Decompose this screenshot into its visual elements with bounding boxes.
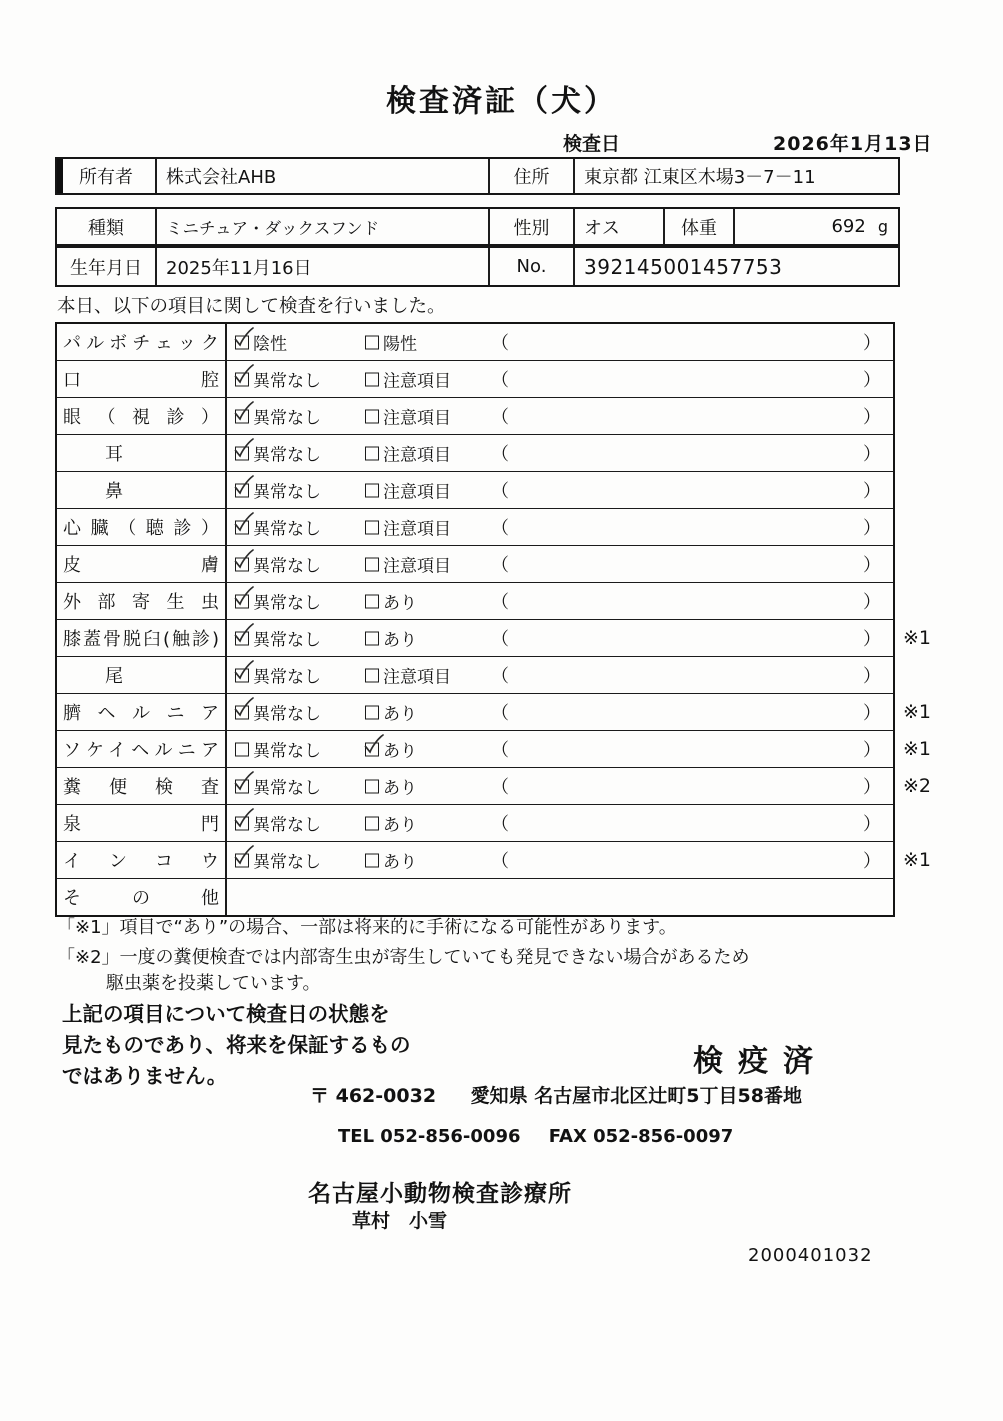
option-2-label: 注意項目 bbox=[383, 445, 451, 466]
item-label: その他 bbox=[63, 888, 219, 909]
inspection-row bbox=[57, 324, 893, 361]
option-1 bbox=[235, 848, 321, 873]
checkbox-icon bbox=[365, 409, 379, 423]
item-label-cell bbox=[57, 361, 227, 397]
item-options bbox=[227, 731, 893, 767]
inspection-row bbox=[57, 805, 893, 842]
option-1 bbox=[235, 441, 321, 466]
footnote-2-continued: 駆虫薬を投薬しています。 bbox=[106, 973, 321, 994]
paren-open: （ bbox=[491, 777, 509, 798]
checkbox-icon bbox=[235, 483, 249, 497]
option-2 bbox=[365, 478, 451, 503]
option-2 bbox=[365, 552, 451, 577]
item-label-cell bbox=[57, 398, 227, 434]
paren-close: ） bbox=[863, 370, 881, 391]
item-options bbox=[227, 472, 893, 508]
option-1-label: 異常なし bbox=[253, 778, 321, 799]
disclaimer bbox=[62, 999, 411, 1092]
checkbox-icon bbox=[365, 668, 379, 682]
inspection-row bbox=[57, 398, 893, 435]
item-label: 膝蓋骨脱臼(触診) bbox=[63, 629, 219, 650]
option-1 bbox=[235, 589, 321, 614]
checkbox-1-wrap bbox=[235, 631, 249, 645]
item-label: 鼻 bbox=[105, 481, 123, 502]
item-label-cell bbox=[57, 546, 227, 582]
checkbox-icon bbox=[365, 446, 379, 460]
checkbox-icon bbox=[235, 335, 249, 349]
checkbox-icon bbox=[365, 483, 379, 497]
paren-open: （ bbox=[491, 814, 509, 835]
paren-close: ） bbox=[863, 333, 881, 354]
paren-close: ） bbox=[863, 592, 881, 613]
option-2-label: 注意項目 bbox=[383, 482, 451, 503]
checkbox-2-wrap bbox=[365, 594, 379, 608]
item-options bbox=[227, 879, 893, 915]
quarantine-stamp: 検疫済 bbox=[693, 1044, 828, 1079]
checkbox-1-wrap bbox=[235, 520, 249, 534]
item-options bbox=[227, 398, 893, 434]
inspection-row bbox=[57, 842, 932, 879]
option-2-label: あり bbox=[383, 815, 417, 836]
option-1 bbox=[235, 700, 321, 725]
checkbox-1-wrap bbox=[235, 853, 249, 867]
option-1-label: 異常なし bbox=[253, 630, 321, 651]
paren-open: （ bbox=[491, 629, 509, 650]
paren-open: （ bbox=[491, 703, 509, 724]
checkbox-icon bbox=[365, 335, 379, 349]
checkbox-1-wrap bbox=[235, 372, 249, 386]
option-2-label: 注意項目 bbox=[383, 408, 451, 429]
item-label-cell bbox=[57, 583, 227, 619]
checkbox-icon bbox=[365, 705, 379, 719]
item-label: 口腔 bbox=[63, 370, 219, 391]
paren-close: ） bbox=[863, 851, 881, 872]
row-note: ※2 bbox=[903, 775, 932, 797]
option-2-label: あり bbox=[383, 852, 417, 873]
option-1 bbox=[235, 367, 321, 392]
checkbox-icon bbox=[235, 557, 249, 571]
birth-value: 2025年11月16日 bbox=[157, 248, 490, 285]
checkbox-2-wrap bbox=[365, 520, 379, 534]
paren-close: ） bbox=[863, 444, 881, 465]
clinic-phone-row bbox=[338, 1126, 733, 1147]
item-options bbox=[227, 842, 893, 878]
weight-label: 体重 bbox=[665, 209, 735, 244]
paren-open: （ bbox=[491, 481, 509, 502]
checkbox-1-wrap bbox=[235, 668, 249, 682]
clinic-staff-name: 草村 小雪 bbox=[352, 1210, 448, 1232]
item-label: 心臓（聴診） bbox=[63, 518, 219, 539]
option-2 bbox=[365, 441, 451, 466]
checkbox-icon bbox=[365, 853, 379, 867]
option-1-label: 異常なし bbox=[253, 593, 321, 614]
option-1-label: 異常なし bbox=[253, 556, 321, 577]
checkbox-icon bbox=[235, 853, 249, 867]
option-1 bbox=[235, 737, 321, 762]
item-label: 糞便検査 bbox=[63, 777, 219, 798]
paren-open: （ bbox=[491, 333, 509, 354]
paren-open: （ bbox=[491, 407, 509, 428]
option-2-label: 注意項目 bbox=[383, 371, 451, 392]
option-2 bbox=[365, 589, 417, 614]
paren-open: （ bbox=[491, 518, 509, 539]
checkbox-2-wrap bbox=[365, 446, 379, 460]
checkbox-2-wrap bbox=[365, 409, 379, 423]
checkbox-2-wrap bbox=[365, 483, 379, 497]
inspection-table bbox=[55, 322, 932, 917]
disclaimer-line-1: 上記の項目について検査日の状態を bbox=[62, 1002, 390, 1026]
option-2 bbox=[365, 330, 417, 355]
sex-value: オス bbox=[575, 209, 665, 244]
item-label-cell bbox=[57, 472, 227, 508]
paren-open: （ bbox=[491, 555, 509, 576]
item-label-cell bbox=[57, 768, 227, 804]
row-note: ※1 bbox=[903, 701, 932, 723]
paren-close: ） bbox=[863, 814, 881, 835]
option-1 bbox=[235, 478, 321, 503]
item-label: 臍ヘルニア bbox=[63, 703, 219, 724]
paren-close: ） bbox=[863, 518, 881, 539]
option-1-label: 異常なし bbox=[253, 482, 321, 503]
option-1-label: 異常なし bbox=[253, 667, 321, 688]
inspection-row bbox=[57, 583, 893, 620]
owner-label: 所有者 bbox=[57, 159, 157, 193]
inspection-date-value: 2026年1月13日 bbox=[773, 133, 933, 155]
option-1 bbox=[235, 811, 321, 836]
checkbox-2-wrap bbox=[365, 816, 379, 830]
option-1 bbox=[235, 330, 287, 355]
option-2-label: 注意項目 bbox=[383, 519, 451, 540]
checkbox-1-wrap bbox=[235, 335, 249, 349]
checkbox-icon bbox=[365, 631, 379, 645]
intro-text: 本日、以下の項目に関して検査を行いました。 bbox=[57, 296, 446, 317]
inspection-row bbox=[57, 472, 893, 509]
item-options bbox=[227, 546, 893, 582]
checkbox-icon bbox=[235, 409, 249, 423]
item-options bbox=[227, 361, 893, 397]
pet-table-row2 bbox=[55, 246, 900, 287]
paren-close: ） bbox=[863, 666, 881, 687]
page-title: 検査済証（犬） bbox=[386, 84, 617, 119]
option-2 bbox=[365, 848, 417, 873]
inspection-row bbox=[57, 768, 932, 805]
option-2-label: 注意項目 bbox=[383, 556, 451, 577]
inspection-row bbox=[57, 620, 932, 657]
checkbox-1-wrap bbox=[235, 742, 249, 756]
item-options bbox=[227, 657, 893, 693]
owner-table bbox=[55, 157, 900, 195]
paren-close: ） bbox=[863, 555, 881, 576]
option-1 bbox=[235, 404, 321, 429]
inspection-row bbox=[57, 361, 893, 398]
item-options bbox=[227, 620, 893, 656]
inspection-date-label: 検査日 bbox=[563, 133, 621, 155]
option-2 bbox=[365, 811, 417, 836]
item-label-cell bbox=[57, 805, 227, 841]
inspection-row bbox=[57, 546, 893, 583]
inspection-row bbox=[57, 509, 893, 546]
checkbox-1-wrap bbox=[235, 779, 249, 793]
checkbox-2-wrap bbox=[365, 742, 379, 756]
checkbox-1-wrap bbox=[235, 557, 249, 571]
paren-open: （ bbox=[491, 666, 509, 687]
inspection-row bbox=[57, 435, 893, 472]
address-label: 住所 bbox=[490, 159, 575, 193]
option-1 bbox=[235, 774, 321, 799]
checkbox-1-wrap bbox=[235, 446, 249, 460]
checkbox-icon bbox=[365, 816, 379, 830]
weight-unit: g bbox=[877, 217, 888, 236]
inspection-row bbox=[57, 657, 893, 694]
item-label: 外部寄生虫 bbox=[63, 592, 219, 613]
item-label-cell bbox=[57, 509, 227, 545]
paren-open: （ bbox=[491, 592, 509, 613]
disclaimer-line-3: ではありません。 bbox=[62, 1064, 228, 1088]
row-note: ※1 bbox=[903, 738, 932, 760]
option-2-label: あり bbox=[383, 741, 417, 762]
option-2 bbox=[365, 367, 451, 392]
option-2-label: 注意項目 bbox=[383, 667, 451, 688]
checkbox-2-wrap bbox=[365, 853, 379, 867]
checkbox-1-wrap bbox=[235, 409, 249, 423]
option-2 bbox=[365, 737, 417, 762]
checkbox-icon bbox=[365, 742, 379, 756]
paren-close: ） bbox=[863, 407, 881, 428]
item-label: 皮膚 bbox=[63, 555, 219, 576]
option-1-label: 異常なし bbox=[253, 445, 321, 466]
option-2-label: あり bbox=[383, 593, 417, 614]
option-2 bbox=[365, 626, 417, 651]
option-2-label: あり bbox=[383, 630, 417, 651]
weight-number: 692 bbox=[831, 216, 866, 237]
paren-open: （ bbox=[491, 851, 509, 872]
item-label: 耳 bbox=[105, 444, 123, 465]
paren-open: （ bbox=[491, 740, 509, 761]
checkbox-2-wrap bbox=[365, 668, 379, 682]
document-number: 2000401032 bbox=[748, 1245, 873, 1266]
clinic-name: 名古屋小動物検査診療所 bbox=[308, 1181, 572, 1207]
option-1 bbox=[235, 663, 321, 688]
clinic-address-row bbox=[310, 1081, 802, 1108]
checkbox-1-wrap bbox=[235, 705, 249, 719]
item-label-cell bbox=[57, 879, 227, 915]
checkbox-2-wrap bbox=[365, 779, 379, 793]
clinic-address: 愛知県 名古屋市北区辻町5丁目58番地 bbox=[470, 1085, 802, 1107]
checkbox-icon bbox=[235, 705, 249, 719]
paren-open: （ bbox=[491, 444, 509, 465]
item-label: ソケイヘルニア bbox=[63, 740, 219, 761]
checkbox-icon bbox=[365, 594, 379, 608]
option-1-label: 陰性 bbox=[253, 334, 287, 355]
row-note: ※1 bbox=[903, 849, 932, 871]
checkbox-icon bbox=[235, 742, 249, 756]
inspection-row bbox=[57, 879, 893, 915]
checkbox-2-wrap bbox=[365, 631, 379, 645]
option-1 bbox=[235, 552, 321, 577]
paren-open: （ bbox=[491, 370, 509, 391]
checkbox-icon bbox=[235, 594, 249, 608]
item-options bbox=[227, 805, 893, 841]
sex-label: 性別 bbox=[490, 209, 575, 244]
paren-close: ） bbox=[863, 740, 881, 761]
checkbox-1-wrap bbox=[235, 483, 249, 497]
no-value: 392145001457753 bbox=[584, 254, 783, 279]
item-label-cell bbox=[57, 620, 227, 656]
breed-value: ミニチュア・ダックスフンド bbox=[157, 209, 490, 244]
checkbox-2-wrap bbox=[365, 335, 379, 349]
footnote-2: 「※2」一度の糞便検査では内部寄生虫が寄生していても発見できない場合があるため bbox=[57, 947, 750, 968]
option-1-label: 異常なし bbox=[253, 408, 321, 429]
disclaimer-line-2: 見たものであり、将来を保証するもの bbox=[62, 1033, 411, 1057]
option-2 bbox=[365, 515, 451, 540]
weight-value bbox=[735, 209, 898, 244]
item-options bbox=[227, 435, 893, 471]
option-2-label: あり bbox=[383, 704, 417, 725]
checkbox-2-wrap bbox=[365, 372, 379, 386]
no-label: No. bbox=[490, 248, 575, 285]
item-options bbox=[227, 583, 893, 619]
paren-close: ） bbox=[863, 703, 881, 724]
item-label: パルボチェック bbox=[63, 333, 219, 354]
clinic-tel: TEL 052-856-0096 bbox=[338, 1126, 521, 1147]
item-label-cell bbox=[57, 842, 227, 878]
checkbox-icon bbox=[235, 779, 249, 793]
checkbox-icon bbox=[365, 557, 379, 571]
checkbox-icon bbox=[235, 816, 249, 830]
option-1-label: 異常なし bbox=[253, 519, 321, 540]
option-2-label: あり bbox=[383, 778, 417, 799]
paren-close: ） bbox=[863, 777, 881, 798]
item-label-cell bbox=[57, 324, 227, 360]
item-label-cell bbox=[57, 731, 227, 767]
row-note: ※1 bbox=[903, 627, 932, 649]
option-2-label: 陽性 bbox=[383, 334, 417, 355]
option-1 bbox=[235, 626, 321, 651]
option-2 bbox=[365, 663, 451, 688]
option-1-label: 異常なし bbox=[253, 371, 321, 392]
option-1 bbox=[235, 515, 321, 540]
checkbox-2-wrap bbox=[365, 557, 379, 571]
inspection-row bbox=[57, 731, 932, 768]
checkbox-2-wrap bbox=[365, 705, 379, 719]
paren-close: ） bbox=[863, 629, 881, 650]
footnote-1: 「※1」項目で“あり”の場合、一部は将来的に手術になる可能性があります。 bbox=[57, 917, 677, 938]
option-1-label: 異常なし bbox=[253, 704, 321, 725]
checkbox-icon bbox=[365, 372, 379, 386]
clinic-postal-code: 〒 462-0032 bbox=[310, 1085, 437, 1107]
item-label: インコウ bbox=[63, 851, 219, 872]
checkbox-icon bbox=[235, 668, 249, 682]
option-2 bbox=[365, 700, 417, 725]
option-2 bbox=[365, 774, 417, 799]
item-label: 眼（視診） bbox=[63, 407, 219, 428]
checkbox-icon bbox=[235, 520, 249, 534]
item-label-cell bbox=[57, 694, 227, 730]
item-label: 泉門 bbox=[63, 814, 219, 835]
owner-value: 株式会社AHB bbox=[157, 159, 490, 193]
item-label-cell bbox=[57, 435, 227, 471]
checkbox-1-wrap bbox=[235, 816, 249, 830]
checkbox-icon bbox=[235, 446, 249, 460]
item-options bbox=[227, 324, 893, 360]
paren-close: ） bbox=[863, 481, 881, 502]
inspection-row bbox=[57, 694, 932, 731]
option-2 bbox=[365, 404, 451, 429]
option-1-label: 異常なし bbox=[253, 741, 321, 762]
item-options bbox=[227, 768, 893, 804]
option-1-label: 異常なし bbox=[253, 852, 321, 873]
item-options bbox=[227, 509, 893, 545]
birth-label: 生年月日 bbox=[57, 248, 157, 285]
item-label: 尾 bbox=[105, 666, 123, 687]
checkbox-1-wrap bbox=[235, 594, 249, 608]
address-value: 東京都 江東区木場3－7－11 bbox=[584, 167, 816, 188]
breed-label: 種類 bbox=[57, 209, 157, 244]
pet-table-row1 bbox=[55, 207, 900, 246]
clinic-fax: FAX 052-856-0097 bbox=[548, 1126, 734, 1147]
checkbox-icon bbox=[365, 779, 379, 793]
option-1-label: 異常なし bbox=[253, 815, 321, 836]
checkbox-icon bbox=[235, 631, 249, 645]
checkbox-icon bbox=[235, 372, 249, 386]
checkbox-icon bbox=[365, 520, 379, 534]
item-options bbox=[227, 694, 893, 730]
item-label-cell bbox=[57, 657, 227, 693]
